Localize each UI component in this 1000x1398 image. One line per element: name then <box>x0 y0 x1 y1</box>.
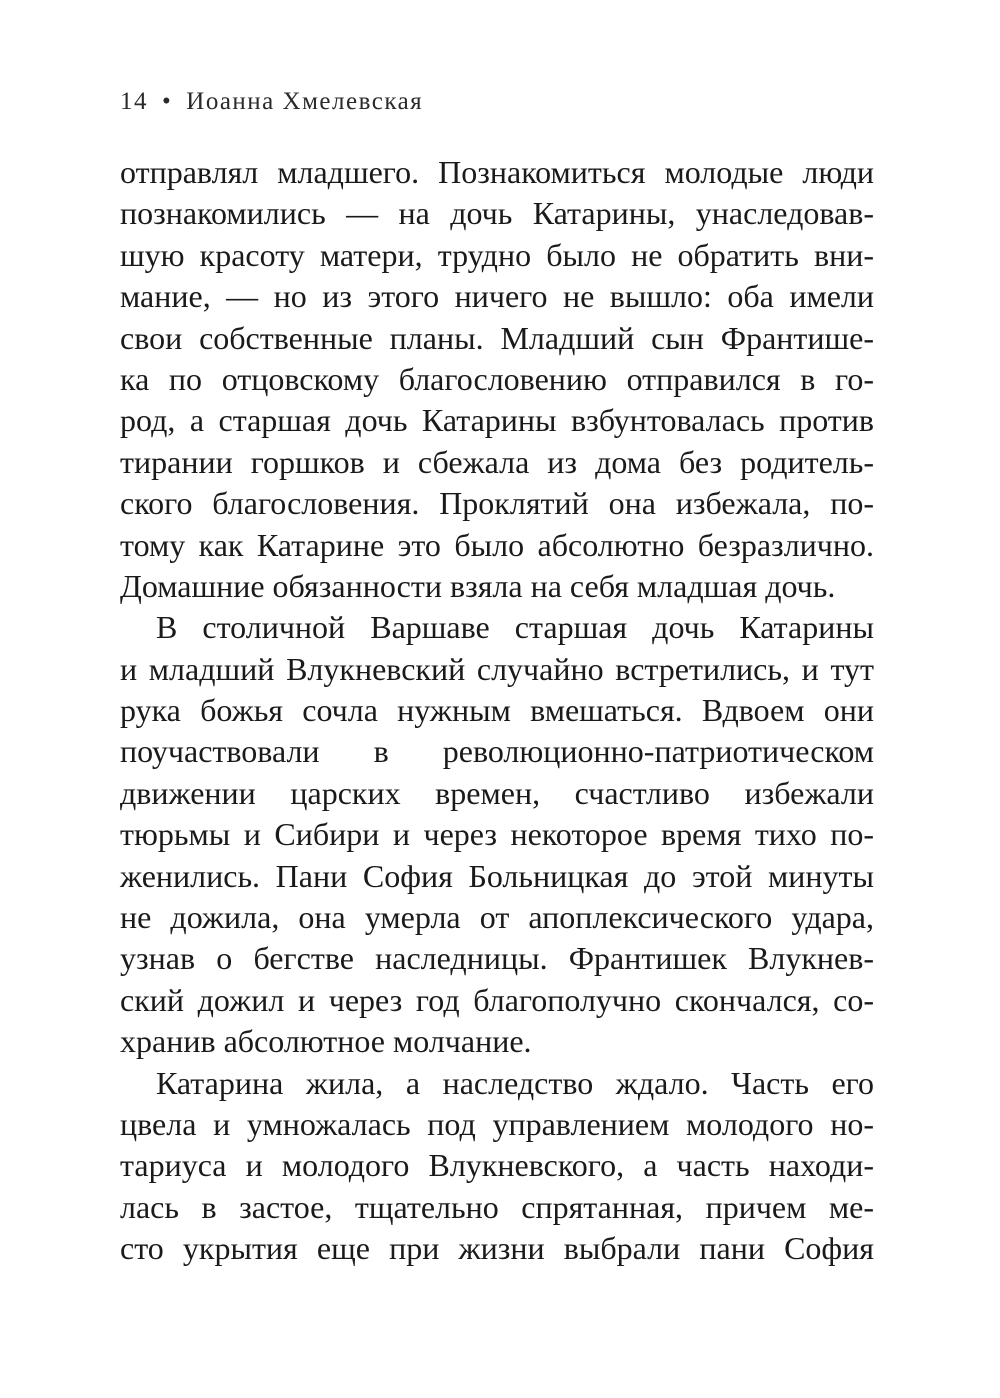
text-line: хранив абсолютное молчание. <box>120 1023 532 1060</box>
text-line: отправлял младшего. Познакомиться молодые люди <box>120 154 874 190</box>
text-line: тирании горшков и сбежала из дома без родитель- <box>120 443 874 480</box>
text-line: женились. Пани София Больницкая до этой минуты <box>120 857 874 894</box>
text-line: лась в застое, тщательно спрятанная, причем ме- <box>120 1188 874 1225</box>
paragraph-1 <box>120 152 874 607</box>
paragraph-3 <box>120 1063 874 1270</box>
text-line: ского благословения. Проклятий она избежала, по- <box>120 485 874 522</box>
text-line: узнав о бегстве наследницы. Франтишек Влукнев- <box>120 940 874 977</box>
text-line: поучаствовали в революционно-патриотическом <box>120 733 874 770</box>
running-head <box>120 88 423 116</box>
text-line: свои собственные планы. Младший сын Франтише- <box>120 319 874 356</box>
page-number: 14 <box>120 88 148 115</box>
text-line: Катарина жила, а наследство ждало. Часть его <box>156 1064 874 1101</box>
text-line: мание, — но из этого ничего не вышло: оба имели <box>120 278 874 315</box>
text-line: и младший Влукневский случайно встретились, и тут <box>120 650 874 687</box>
text-line: тариуса и молодого Влукневского, а часть находи- <box>120 1147 874 1184</box>
text-line: тому как Катарине это было абсолютно безразлично. <box>120 526 874 563</box>
text-line: сто укрытия еще при жизни выбрали пани София <box>120 1230 874 1267</box>
text-line: познакомились — на дочь Катарины, унаследовав- <box>120 195 874 232</box>
header-separator: • <box>162 88 173 115</box>
text-line: род, а старшая дочь Катарины взбунтовалась против <box>120 402 874 439</box>
text-line: шую красоту матери, трудно было не обратить вни- <box>120 236 874 273</box>
text-line: ский дожил и через год благополучно скончался, со- <box>120 981 874 1018</box>
text-line: движении царских времен, счастливо избежали <box>120 774 874 811</box>
text-line: В столичной Варшаве старшая дочь Катарины <box>156 609 874 646</box>
author-name: Иоанна Хмелевская <box>186 88 424 115</box>
body-text <box>120 152 874 1270</box>
text-line: не дожила, она умерла от апоплексического удара, <box>120 899 874 936</box>
text-line: тюрьмы и Сибири и через некоторое время тихо по- <box>120 816 874 853</box>
text-line: Домашние обязанности взяла на себя младшая дочь. <box>120 567 836 604</box>
text-line: цвела и умножалась под управлением молодого но- <box>120 1105 874 1142</box>
text-line: ка по отцовскому благословению отправился в го- <box>120 360 874 397</box>
text-line: рука божья сочла нужным вмешаться. Вдвоем они <box>120 692 874 729</box>
paragraph-2 <box>120 607 874 1062</box>
